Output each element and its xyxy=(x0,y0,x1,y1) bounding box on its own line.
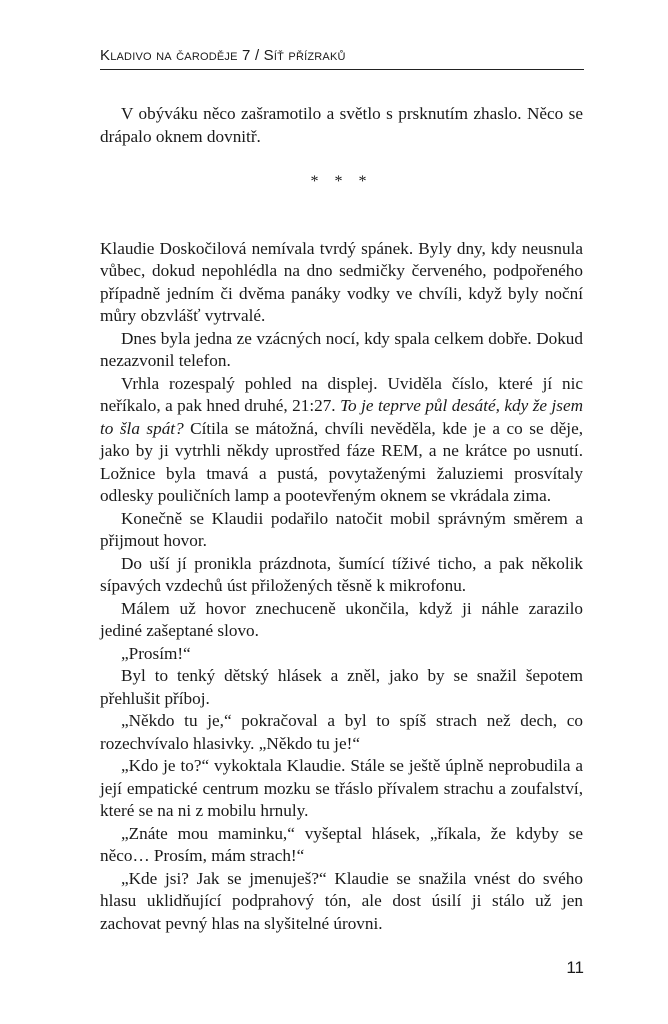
paragraph: „Někdo tu je,“ pokračoval a byl to spíš strach než dech, co rozechvívalo hlasivky. „Někdo tu je!“ xyxy=(100,711,583,753)
paragraph: Dnes byla jedna ze vzácných nocí, kdy spala celkem dobře. Dokud nezazvonil telefon. xyxy=(100,328,583,370)
paragraph: Do uší jí pronikla prázdnota, šumící tíživé ticho, a pak několik sípavých vzdechů úst přiložených těsně k mikrofonu. xyxy=(100,553,583,595)
paragraph: Klaudie Doskočilová nemívala tvrdý spánek. Byly dny, kdy neusnula vůbec, dokud nepohlédla na dno sedmičky červeného, podpořeného případně jedním či dvěma panáky vodky ve chvíli, když byly noční můry obzvlášť vytrvalé. xyxy=(100,238,583,325)
inner-thought: To je teprve půl desáté, kdy že jsem to šla spát? xyxy=(100,396,583,438)
paragraph: „Znáte mou maminku,“ vyšeptal hlásek, „říkala, že kdyby se něco… Prosím, mám strach!“ xyxy=(100,823,583,865)
paragraph: Konečně se Klaudii podařilo natočit mobil správným směrem a přijmout hovor. xyxy=(100,508,583,550)
section-gap xyxy=(100,216,583,238)
paragraph: Byl to tenký dětský hlásek a zněl, jako by se snažil šepotem přehlušit příboj. xyxy=(100,666,583,708)
page-number: 11 xyxy=(566,958,584,977)
paragraph: V obýváku něco zašramotilo a světlo s prsknutím zhaslo. Něco se drápalo oknem dovnitř. xyxy=(100,104,583,146)
header-rule xyxy=(100,69,584,70)
paragraph-text: Cítila se mátožná, chvíli nevěděla, kde je a co se děje, jako by ji vytrhli někdy uprostřed fáze REM, a ne krátce po usnutí. Ložnice byla tmavá a pustá, povytaženými žaluziemi prosvítaly odlesky pouličních lamp a pootevřeným oknem se vkrádala zima. xyxy=(100,418,583,505)
section-separator: * * * xyxy=(310,173,373,190)
running-title: Kladivo na čaroděje 7 / Síť přízraků xyxy=(100,47,346,64)
paragraph: Málem už hovor znechuceně ukončila, když ji náhle zarazilo jediné zašeptané slovo. xyxy=(100,598,583,640)
paragraph: „Kde jsi? Jak se jmenuješ?“ Klaudie se snažila vnést do svého hlasu uklidňující podprahový tón, ale dost úsilí ji stálo už jen zachovat pevný hlas na slyšitelné úrovni. xyxy=(100,868,583,933)
body-text xyxy=(100,103,583,935)
paragraph: „Kdo je to?“ vykoktala Klaudie. Stále se ještě úplně neprobudila a její empatické centrum mozku se třáslo přívalem strachu a zoufalství, které se na ni z mobilu hrnuly. xyxy=(100,756,583,820)
paragraph: „Prosím!“ xyxy=(121,643,191,663)
running-header xyxy=(100,47,583,69)
paragraph xyxy=(100,373,583,508)
paragraph-text: Vrhla rozespalý pohled na displej. Uviděla číslo, které jí nic neříkalo, a pak hned druhé, 21:27. xyxy=(100,373,583,415)
